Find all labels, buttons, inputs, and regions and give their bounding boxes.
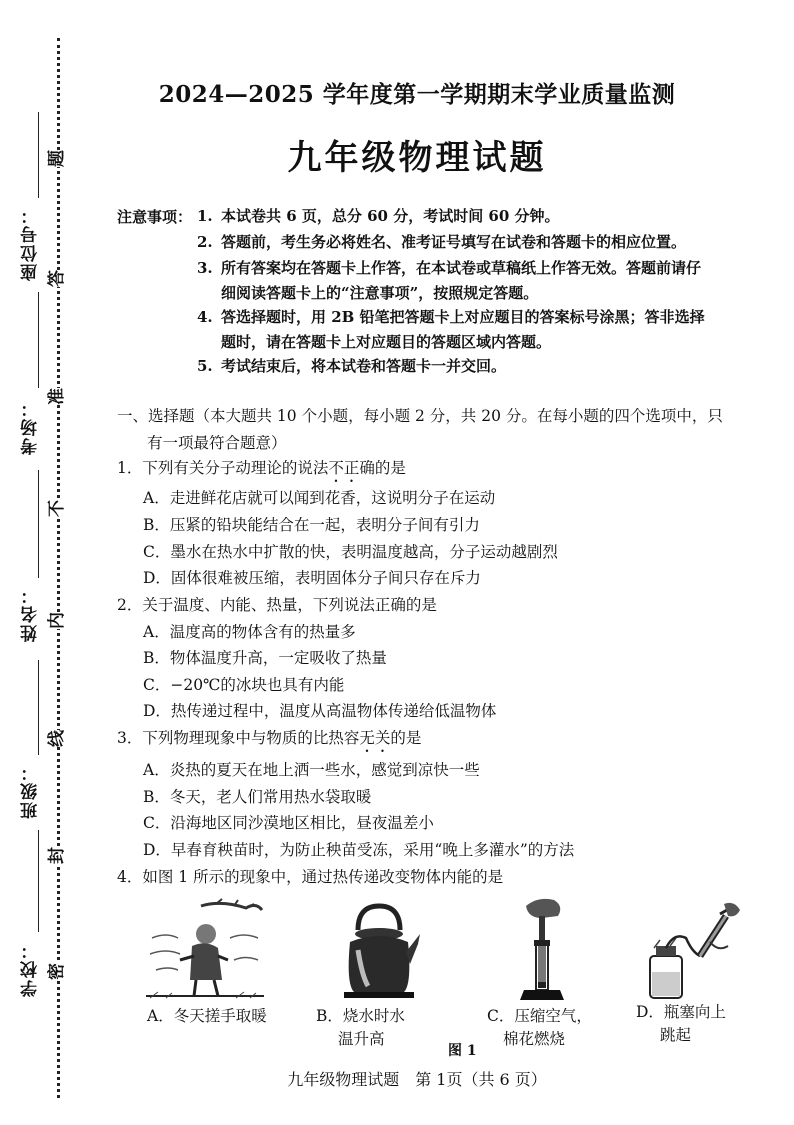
- seat-label: 座位号：: [21, 205, 41, 281]
- class-label: 班级：: [21, 762, 41, 819]
- note-text-cont: 题时，请在答题卡上对应题目的答题区域内答题。: [221, 333, 552, 351]
- section-heading-line2: 有一项最符合题意）: [147, 434, 287, 452]
- stem-text: 3．下列物理现象中与物质的比热容: [117, 729, 360, 747]
- figure-a-rubbing-hands-image: [146, 898, 264, 1000]
- paper-title: 九年级物理试题: [287, 138, 547, 178]
- figure-b-kettle-image: [336, 900, 422, 1000]
- figure-d-bottle-cork-image: [640, 902, 744, 1002]
- caption-line: 温升高: [338, 1030, 385, 1048]
- school-blank[interactable]: [38, 830, 39, 932]
- section-heading-line1: 一、选择题（本大题共 10 个小题，每小题 2 分，共 20 分。在每小题的四个选项中，只: [117, 407, 723, 425]
- stem-text: 2．关于温度、内能、热量，下列说法正确的是: [117, 596, 437, 614]
- note-item: [197, 204, 757, 229]
- caption-line: 棉花燃烧: [503, 1030, 566, 1048]
- class-blank[interactable]: [38, 660, 39, 755]
- question-3-option-b[interactable]: B．冬天，老人们常用热水袋取暖: [143, 788, 372, 806]
- school-label: 学校：: [21, 940, 41, 997]
- caption-line: A．冬天搓手取暖: [147, 1007, 267, 1025]
- binding-dotted-line: [57, 38, 60, 1098]
- stem-text: 确的是: [359, 459, 406, 477]
- figure-label: 图 1: [448, 1043, 477, 1059]
- page-footer: 九年级物理试题 第 1页（共 6 页）: [287, 1070, 547, 1089]
- name-blank[interactable]: [38, 470, 39, 578]
- seal-char-ti: 题: [47, 150, 67, 167]
- note-num: 3.: [197, 259, 213, 277]
- notes-label: 注意事项：: [117, 208, 193, 226]
- figure-c-air-compression-image: [512, 896, 574, 1002]
- caption-line: B．烧水时水: [316, 1007, 405, 1025]
- question-1-option-d[interactable]: D．固体很难被压缩，表明固体分子间只存在斥力: [143, 569, 481, 587]
- caption-line: C．压缩空气，: [487, 1007, 592, 1025]
- note-item: [197, 305, 757, 355]
- stem-text: 1．下列有关分子动理论的说法: [117, 459, 329, 477]
- note-item: [197, 354, 757, 379]
- question-1-option-a[interactable]: A．走进鲜花店就可以闻到花香，这说明分子在运动: [143, 489, 496, 507]
- note-num: 1.: [197, 207, 213, 225]
- caption-line: D．瓶塞向上: [636, 1003, 726, 1021]
- note-text: 所有答案均在答题卡上作答，在本试卷或草稿纸上作答无效。答题前请仔: [221, 259, 702, 277]
- figure-c-caption: [487, 1005, 592, 1051]
- question-2-option-a[interactable]: A．温度高的物体含有的热量多: [143, 623, 356, 641]
- note-item: [197, 230, 757, 255]
- note-text: 本试卷共 6 页，总分 60 分，考试时间 60 分钟。: [221, 207, 560, 225]
- question-1-option-c[interactable]: C．墨水在热水中扩散的快，表明温度越高，分子运动越剧烈: [143, 543, 558, 561]
- question-3-stem: [117, 725, 421, 756]
- question-1-option-b[interactable]: B．压紧的铅块能结合在一起，表明分子间有引力: [143, 516, 480, 534]
- room-label: 考场：: [21, 398, 41, 455]
- note-text: 答题前，考生务必将姓名、准考证号填写在试卷和答题卡的相应位置。: [221, 233, 687, 251]
- seal-char-zhun: 准: [47, 388, 67, 405]
- note-text: 考试结束后，将本试卷和答题卡一并交回。: [221, 357, 507, 375]
- seal-char-bu: 不: [47, 500, 67, 517]
- question-4-stem: [117, 864, 503, 891]
- note-text: 答选择题时，用 2B 铅笔把答题卡上对应题目的答案标号涂黑；答非选择: [221, 308, 705, 326]
- stem-emphasis: 无关: [359, 729, 391, 747]
- question-3-option-d[interactable]: D．早春育秧苗时，为防止秧苗受冻，采用“晚上多灌水”的方法: [143, 841, 575, 859]
- note-num: 2.: [197, 233, 213, 251]
- caption-line: 跳起: [660, 1026, 692, 1044]
- name-label: 姓名：: [21, 585, 41, 642]
- note-item: [197, 256, 757, 306]
- seal-char-xian: 线: [47, 730, 67, 747]
- note-text-cont: 细阅读答题卡上的“注意事项”，按照规定答题。: [221, 284, 539, 302]
- stem-text: 4．如图 1 所示的现象中，通过热传递改变物体内能的是: [117, 868, 504, 886]
- seal-char-da: 答: [47, 270, 67, 287]
- room-blank[interactable]: [38, 292, 39, 388]
- question-2-option-d[interactable]: D．热传递过程中，温度从高温物体传递给低温物体: [143, 702, 497, 720]
- seal-char-mi: 密: [47, 963, 67, 980]
- figure-a-caption: [147, 1005, 267, 1028]
- question-2-option-b[interactable]: B．物体温度升高，一定吸收了热量: [143, 649, 387, 667]
- question-3-option-c[interactable]: C．沿海地区同沙漠地区相比，昼夜温差小: [143, 814, 434, 832]
- stem-emphasis: 不正: [328, 459, 360, 477]
- exam-title: 2024—2025 学年度第一学期期末学业质量监测: [158, 81, 676, 108]
- note-num: 4.: [197, 308, 213, 326]
- question-2-option-c[interactable]: C．−20℃的冰块也具有内能: [143, 676, 345, 694]
- figure-d-caption: [636, 1001, 726, 1047]
- question-1-stem: [117, 455, 406, 486]
- seal-char-nei: 内: [47, 612, 67, 629]
- stem-text: 的是: [390, 729, 422, 747]
- seal-char-feng: 封: [47, 847, 67, 864]
- question-3-option-a[interactable]: A．炎热的夏天在地上洒一些水，感觉到凉快一些: [143, 761, 480, 779]
- section-heading: [117, 403, 757, 457]
- question-2-stem: [117, 592, 437, 619]
- note-num: 5.: [197, 357, 213, 375]
- figure-b-caption: [316, 1005, 405, 1051]
